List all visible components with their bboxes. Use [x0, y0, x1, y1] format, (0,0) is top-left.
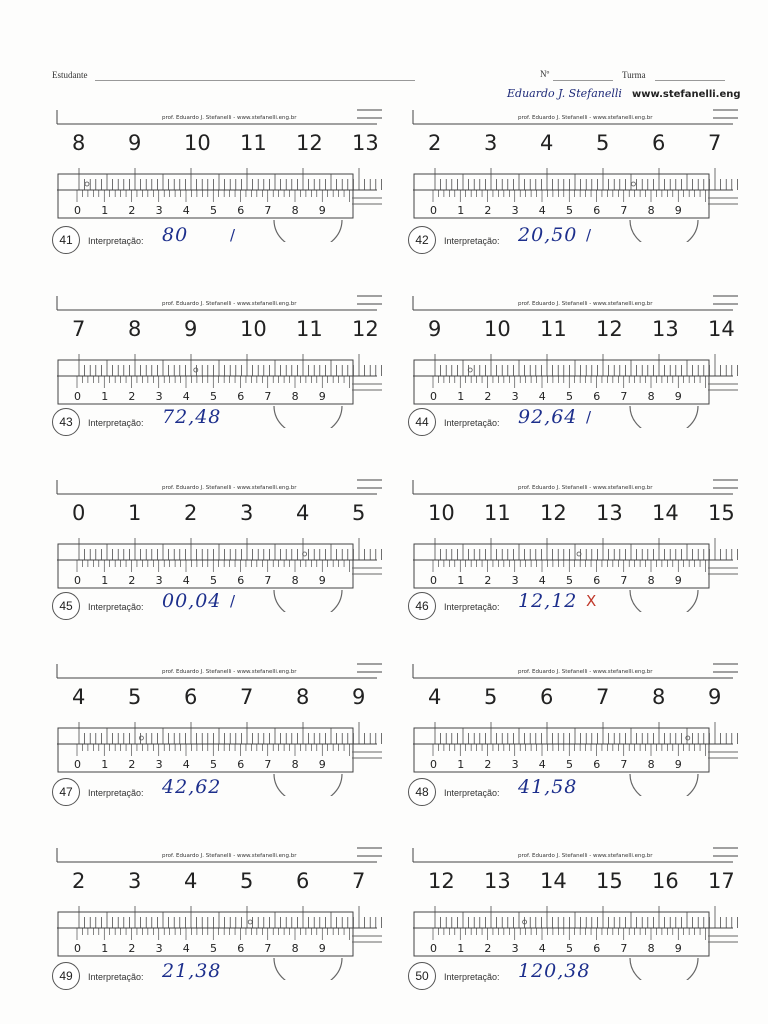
vernier-number: 4 [538, 204, 546, 217]
vernier-number: 0 [430, 758, 437, 771]
vernier-number: 1 [101, 758, 109, 771]
thumb-wheel [274, 220, 342, 242]
main-scale-number: 7 [352, 869, 366, 893]
exercise-number-badge: 41 [52, 226, 80, 254]
main-scale-number: 9 [128, 131, 142, 155]
main-scale-number: 6 [184, 685, 198, 709]
main-scale-number: 5 [352, 501, 366, 525]
number-line [553, 80, 613, 81]
main-scale-number: 5 [484, 685, 498, 709]
vernier-number: 8 [291, 574, 299, 587]
vernier-number: 3 [511, 574, 519, 587]
exercise-42 [408, 102, 738, 262]
main-scale-number: 10 [484, 317, 511, 341]
credit-text: prof. Eduardo J. Stefanelli - www.stefanelli.eng.br [518, 301, 653, 307]
handwritten-answer: 21,38 [162, 960, 222, 982]
vernier-number: 3 [511, 758, 519, 771]
vernier-number: 7 [620, 204, 628, 217]
main-scale-number: 4 [184, 869, 198, 893]
main-scale-number: 17 [708, 869, 735, 893]
credit-text: prof. Eduardo J. Stefanelli - www.stefanelli.eng.br [162, 301, 297, 307]
vernier-number: 2 [484, 204, 492, 217]
vernier-number: 2 [128, 204, 136, 217]
main-scale-number: 7 [72, 317, 86, 341]
main-scale-number: 4 [296, 501, 310, 525]
main-scale-number: 2 [428, 131, 442, 155]
main-scale-number: 2 [72, 869, 86, 893]
vernier-number: 1 [101, 204, 109, 217]
thumb-wheel [274, 958, 342, 980]
exercise-50 [408, 840, 738, 1000]
vernier-number: 8 [291, 390, 299, 403]
main-scale-number: 14 [652, 501, 679, 525]
main-scale-number: 4 [72, 685, 86, 709]
exercise-48 [408, 656, 738, 816]
main-scale-number: 13 [484, 869, 511, 893]
main-scale-number: 8 [72, 131, 86, 155]
interpretation-label: Interpretação: [88, 972, 144, 982]
vernier-number: 0 [74, 574, 81, 587]
main-scale-number: 2 [184, 501, 198, 525]
vernier-number: 3 [511, 942, 519, 955]
vernier-number: 1 [457, 574, 465, 587]
vernier-number: 3 [155, 574, 163, 587]
caliper-drawing [52, 656, 382, 796]
main-scale-number: 10 [184, 131, 211, 155]
vernier-number: 0 [430, 390, 437, 403]
main-scale-number: 10 [240, 317, 267, 341]
exercise-47 [52, 656, 382, 816]
vernier-number: 4 [182, 204, 190, 217]
signature: Eduardo J. Stefanelli [507, 87, 622, 100]
vernier-number: 1 [101, 390, 109, 403]
main-scale-number: 13 [352, 131, 379, 155]
vernier-number: 4 [538, 390, 546, 403]
credit-text: prof. Eduardo J. Stefanelli - www.stefanelli.eng.br [518, 669, 653, 675]
exercise-number-badge: 46 [408, 592, 436, 620]
interpretation-label: Interpretação: [88, 418, 144, 428]
main-scale-number: 6 [296, 869, 310, 893]
main-scale-number: 3 [128, 869, 142, 893]
main-scale-number: 5 [240, 869, 254, 893]
vernier-number: 6 [593, 390, 601, 403]
vernier-number: 8 [647, 390, 655, 403]
grading-mark: / [230, 226, 236, 244]
grading-mark: / [586, 226, 592, 244]
vernier-number: 5 [210, 390, 217, 403]
vernier-number: 1 [457, 390, 465, 403]
vernier-number: 8 [291, 942, 299, 955]
vernier-number: 8 [647, 204, 655, 217]
exercise-46 [408, 472, 738, 632]
vernier-number: 3 [155, 942, 163, 955]
vernier-number: 9 [674, 758, 682, 771]
credit-text: prof. Eduardo J. Stefanelli - www.stefanelli.eng.br [162, 115, 297, 121]
main-scale-number: 13 [596, 501, 623, 525]
vernier-number: 1 [457, 942, 465, 955]
vernier-number: 2 [484, 758, 492, 771]
worksheet-header [0, 60, 768, 100]
main-scale-number: 0 [72, 501, 86, 525]
interpretation-label: Interpretação: [88, 236, 144, 246]
main-scale-number: 11 [240, 131, 267, 155]
credit-text: prof. Eduardo J. Stefanelli - www.stefanelli.eng.br [162, 485, 297, 491]
vernier-number: 2 [128, 390, 136, 403]
main-scale-number: 11 [296, 317, 323, 341]
vernier-number: 0 [74, 204, 81, 217]
main-scale-number: 1 [128, 501, 142, 525]
exercise-number-badge: 50 [408, 962, 436, 990]
main-scale-number: 5 [128, 685, 142, 709]
caliper-drawing [408, 102, 738, 242]
main-scale-number: 11 [484, 501, 511, 525]
grading-mark: / [586, 408, 592, 426]
vernier-number: 8 [291, 758, 299, 771]
credit-text: prof. Eduardo J. Stefanelli - www.stefanelli.eng.br [162, 853, 297, 859]
vernier-number: 9 [318, 758, 326, 771]
number-label: Nº [540, 69, 550, 79]
main-scale-number: 4 [540, 131, 554, 155]
vernier-number: 0 [74, 942, 81, 955]
vernier-number: 0 [74, 758, 81, 771]
main-scale-number: 12 [596, 317, 623, 341]
thumb-wheel [630, 220, 698, 242]
vernier-number: 1 [457, 758, 465, 771]
main-scale-number: 12 [540, 501, 567, 525]
vernier-number: 3 [155, 758, 163, 771]
main-scale-number: 9 [352, 685, 366, 709]
vernier-number: 6 [237, 942, 245, 955]
vernier-number: 0 [430, 204, 437, 217]
main-scale-number: 6 [652, 131, 666, 155]
vernier-number: 8 [647, 942, 655, 955]
interpretation-label: Interpretação: [444, 236, 500, 246]
interpretation-label: Interpretação: [444, 602, 500, 612]
vernier-number: 9 [318, 574, 326, 587]
coincidence-dot [248, 920, 252, 924]
main-scale-number: 8 [652, 685, 666, 709]
handwritten-answer: 80 [162, 224, 189, 246]
coincidence-dot [139, 736, 143, 740]
exercise-number-badge: 47 [52, 778, 80, 806]
exercise-number-badge: 49 [52, 962, 80, 990]
vernier-number: 5 [566, 758, 573, 771]
caliper-drawing [52, 840, 382, 980]
main-scale-number: 12 [352, 317, 379, 341]
interpretation-label: Interpretação: [88, 602, 144, 612]
vernier-number: 7 [620, 758, 628, 771]
vernier-number: 2 [484, 574, 492, 587]
handwritten-answer: 42,62 [162, 776, 222, 798]
main-scale-number: 7 [240, 685, 254, 709]
vernier-number: 4 [182, 390, 190, 403]
vernier-number: 8 [291, 204, 299, 217]
exercise-43 [52, 288, 382, 448]
handwritten-answer: 120,38 [518, 960, 591, 982]
exercise-44 [408, 288, 738, 448]
vernier-number: 5 [210, 204, 217, 217]
grading-mark: / [230, 592, 236, 610]
credit-text: prof. Eduardo J. Stefanelli - www.stefanelli.eng.br [518, 485, 653, 491]
main-scale-number: 10 [428, 501, 455, 525]
vernier-number: 5 [566, 942, 573, 955]
main-scale-number: 4 [428, 685, 442, 709]
vernier-number: 6 [593, 758, 601, 771]
main-scale-number: 14 [708, 317, 735, 341]
thumb-wheel [274, 406, 342, 428]
vernier-number: 6 [237, 574, 245, 587]
main-scale-number: 3 [240, 501, 254, 525]
vernier-number: 2 [128, 942, 136, 955]
vernier-number: 8 [647, 574, 655, 587]
vernier-number: 6 [593, 574, 601, 587]
vernier-number: 9 [674, 204, 682, 217]
main-scale-number: 3 [484, 131, 498, 155]
handwritten-answer: 00,04 [162, 590, 222, 612]
main-scale-number: 9 [428, 317, 442, 341]
main-scale-number: 8 [128, 317, 142, 341]
thumb-wheel [630, 774, 698, 796]
vernier-number: 3 [155, 390, 163, 403]
vernier-number: 3 [155, 204, 163, 217]
thumb-wheel [630, 590, 698, 612]
coincidence-dot [631, 182, 635, 186]
credit-text: prof. Eduardo J. Stefanelli - www.stefanelli.eng.br [518, 853, 653, 859]
handwritten-answer: 20,50 [518, 224, 578, 246]
main-scale-number: 12 [428, 869, 455, 893]
vernier-number: 8 [647, 758, 655, 771]
coincidence-dot [85, 182, 89, 186]
vernier-number: 1 [101, 574, 109, 587]
main-scale-number: 7 [708, 131, 722, 155]
coincidence-dot [686, 736, 690, 740]
class-label: Turma [622, 70, 646, 80]
vernier-number: 9 [318, 942, 326, 955]
main-scale-number: 6 [540, 685, 554, 709]
exercise-49 [52, 840, 382, 1000]
grading-mark: X [586, 592, 597, 610]
main-scale-number: 15 [596, 869, 623, 893]
vernier-number: 5 [566, 574, 573, 587]
vernier-number: 7 [620, 574, 628, 587]
vernier-number: 7 [264, 758, 272, 771]
vernier-number: 9 [674, 390, 682, 403]
vernier-number: 6 [237, 204, 245, 217]
vernier-number: 4 [538, 758, 546, 771]
exercise-number-badge: 43 [52, 408, 80, 436]
vernier-number: 6 [237, 390, 245, 403]
main-scale-number: 14 [540, 869, 567, 893]
vernier-number: 7 [620, 390, 628, 403]
vernier-number: 5 [210, 942, 217, 955]
caliper-drawing [408, 840, 738, 980]
thumb-wheel [630, 406, 698, 428]
vernier-number: 4 [182, 574, 190, 587]
credit-text: prof. Eduardo J. Stefanelli - www.stefanelli.eng.br [518, 115, 653, 121]
main-scale-number: 5 [596, 131, 610, 155]
vernier-number: 6 [593, 204, 601, 217]
main-scale-number: 9 [184, 317, 198, 341]
main-scale-number: 8 [296, 685, 310, 709]
exercise-number-badge: 45 [52, 592, 80, 620]
vernier-number: 7 [264, 574, 272, 587]
interpretation-label: Interpretação: [88, 788, 144, 798]
class-line [655, 80, 725, 81]
vernier-number: 7 [264, 204, 272, 217]
handwritten-answer: 12,12 [518, 590, 578, 612]
handwritten-answer: 41,58 [518, 776, 578, 798]
main-scale-number: 7 [596, 685, 610, 709]
main-scale-number: 13 [652, 317, 679, 341]
thumb-wheel [274, 590, 342, 612]
vernier-number: 6 [593, 942, 601, 955]
vernier-number: 4 [538, 942, 546, 955]
handwritten-answer: 92,64 [518, 406, 578, 428]
vernier-number: 4 [182, 758, 190, 771]
exercise-number-badge: 48 [408, 778, 436, 806]
vernier-number: 9 [318, 390, 326, 403]
vernier-number: 7 [264, 390, 272, 403]
main-scale-number: 12 [296, 131, 323, 155]
vernier-number: 7 [264, 942, 272, 955]
exercise-41 [52, 102, 382, 262]
vernier-number: 3 [511, 204, 519, 217]
interpretation-label: Interpretação: [444, 972, 500, 982]
main-scale-number: 16 [652, 869, 679, 893]
vernier-number: 0 [430, 942, 437, 955]
vernier-number: 4 [182, 942, 190, 955]
exercise-number-badge: 44 [408, 408, 436, 436]
vernier-number: 3 [511, 390, 519, 403]
vernier-number: 2 [128, 758, 136, 771]
vernier-number: 5 [566, 390, 573, 403]
vernier-number: 5 [210, 574, 217, 587]
vernier-number: 1 [101, 942, 109, 955]
handwritten-answer: 72,48 [162, 406, 222, 428]
vernier-number: 0 [74, 390, 81, 403]
vernier-number: 0 [430, 574, 437, 587]
student-line [95, 80, 415, 81]
credit-text: prof. Eduardo J. Stefanelli - www.stefanelli.eng.br [162, 669, 297, 675]
caliper-drawing [408, 656, 738, 796]
vernier-number: 5 [210, 758, 217, 771]
vernier-number: 5 [566, 204, 573, 217]
main-scale-number: 15 [708, 501, 735, 525]
vernier-number: 2 [128, 574, 136, 587]
vernier-number: 9 [674, 574, 682, 587]
vernier-number: 7 [620, 942, 628, 955]
interpretation-label: Interpretação: [444, 788, 500, 798]
coincidence-dot [194, 368, 198, 372]
exercise-number-badge: 42 [408, 226, 436, 254]
vernier-number: 4 [538, 574, 546, 587]
vernier-number: 9 [318, 204, 326, 217]
vernier-number: 1 [457, 204, 465, 217]
main-scale-number: 11 [540, 317, 567, 341]
interpretation-label: Interpretação: [444, 418, 500, 428]
vernier-number: 2 [484, 942, 492, 955]
vernier-number: 2 [484, 390, 492, 403]
site-url: www.stefanelli.eng [632, 89, 741, 100]
thumb-wheel [274, 774, 342, 796]
vernier-number: 9 [674, 942, 682, 955]
main-scale-number: 9 [708, 685, 722, 709]
student-label: Estudante [52, 70, 88, 80]
thumb-wheel [630, 958, 698, 980]
exercise-45 [52, 472, 382, 632]
vernier-number: 6 [237, 758, 245, 771]
caliper-drawing [52, 102, 382, 242]
